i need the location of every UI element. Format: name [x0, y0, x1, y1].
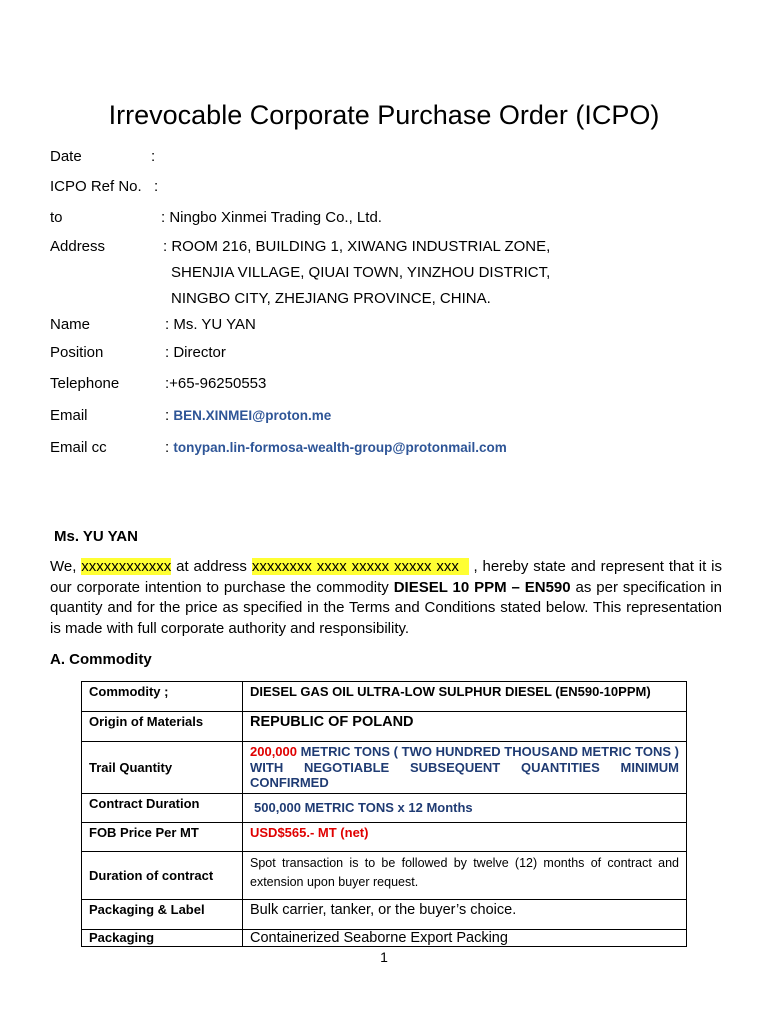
commodity-table	[81, 681, 687, 947]
duration-of-contract-value: Spot transaction is to be followed by twelve (12) months of contract and extension upon buyer request.	[243, 851, 687, 899]
contract-duration-label: Contract Duration	[82, 793, 243, 822]
salutation: Ms. YU YAN	[54, 528, 138, 545]
commodity-value: DIESEL GAS OIL ULTRA-LOW SULPHUR DIESEL (EN590-10PPM)	[243, 682, 687, 712]
email-cc-row	[165, 439, 507, 456]
table-row	[82, 822, 687, 851]
trail-quantity-value	[243, 742, 687, 794]
icpo-ref-label: ICPO Ref No.	[50, 178, 142, 195]
table-row	[82, 793, 687, 822]
icpo-ref-value: :	[154, 178, 159, 195]
telephone-value: :+65-96250553	[165, 375, 267, 392]
email-label: Email	[50, 407, 88, 424]
packaging-label: Packaging	[82, 929, 243, 946]
packaging-label-label: Packaging & Label	[82, 899, 243, 929]
document-title: Irrevocable Corporate Purchase Order (ICPO)	[108, 100, 660, 130]
name-label: Name	[50, 316, 91, 333]
commodity-name: DIESEL 10 PPM – EN590	[393, 578, 571, 596]
intro-part-1: , hereby state and represent that it is our corporate intention to purchase the commodity	[50, 558, 722, 596]
email-row	[165, 407, 331, 424]
section-a-heading: A. Commodity	[50, 651, 152, 668]
date-label: Date	[50, 148, 82, 165]
telephone-label: Telephone	[50, 375, 120, 392]
date-value: :	[151, 148, 156, 165]
company-placeholder: xxxxxxxxxxxx	[81, 558, 172, 575]
email-link[interactable]: BEN.XINMEI@proton.me	[173, 408, 332, 423]
duration-of-contract-label: Duration of contract	[82, 851, 243, 899]
contract-duration-value: 500,000 METRIC TONS x 12 Months	[243, 793, 687, 822]
trail-quantity-label: Trail Quantity	[82, 742, 243, 794]
origin-label: Origin of Materials	[82, 712, 243, 742]
position-value: : Director	[165, 344, 226, 361]
email-cc-colon: :	[165, 439, 170, 456]
packaging-label-value: Bulk carrier, tanker, or the buyer’s choice.	[243, 899, 687, 929]
intro-at-address: at address	[171, 558, 252, 575]
trail-quantity-text: METRIC TONS ( TWO HUNDRED THOUSAND METRIC TONS ) WITH NEGOTIABLE SUBSEQUENT QUANTITIES MINIMUM CONFIRMED	[250, 744, 679, 790]
name-value: : Ms. YU YAN	[165, 316, 256, 333]
table-row	[82, 742, 687, 794]
position-label: Position	[50, 344, 104, 361]
table-row	[82, 712, 687, 742]
address-line-1: : ROOM 216, BUILDING 1, XIWANG INDUSTRIAL ZONE,	[163, 238, 551, 255]
page-number: 1	[380, 949, 388, 965]
table-row	[82, 899, 687, 929]
email-colon: :	[165, 407, 170, 424]
address-line-3: NINGBO CITY, ZHEJIANG PROVINCE, CHINA.	[171, 290, 491, 307]
to-value: : Ningbo Xinmei Trading Co., Ltd.	[161, 209, 382, 226]
fob-price-label: FOB Price Per MT	[82, 822, 243, 851]
packaging-value: Containerized Seaborne Export Packing	[243, 929, 687, 946]
table-row	[82, 851, 687, 899]
table-row	[82, 929, 687, 946]
address-label: Address	[50, 238, 106, 255]
origin-value: REPUBLIC OF POLAND	[243, 712, 687, 742]
email-cc-link[interactable]: tonypan.lin-formosa-wealth-group@protonmail.com	[173, 440, 507, 455]
table-row	[82, 682, 687, 712]
commodity-label: Commodity ;	[82, 682, 243, 712]
address-placeholder: xxxxxxxx xxxx xxxxx xxxxx xxx	[251, 558, 469, 575]
email-cc-label: Email cc	[50, 439, 107, 456]
fob-price-value: USD$565.- MT (net)	[243, 822, 687, 851]
address-line-2: SHENJIA VILLAGE, QIUAI TOWN, YINZHOU DISTRICT,	[171, 264, 551, 281]
intro-paragraph	[50, 557, 722, 639]
trail-quantity-amount: 200,000	[250, 744, 297, 759]
intro-we: We,	[50, 558, 82, 575]
to-label: to	[50, 209, 63, 226]
intro-part-2: as per specification in quantity and for the price as specified in the Terms and Conditions stated below. This representation is made with full corporate authority and responsibility.	[50, 578, 722, 637]
